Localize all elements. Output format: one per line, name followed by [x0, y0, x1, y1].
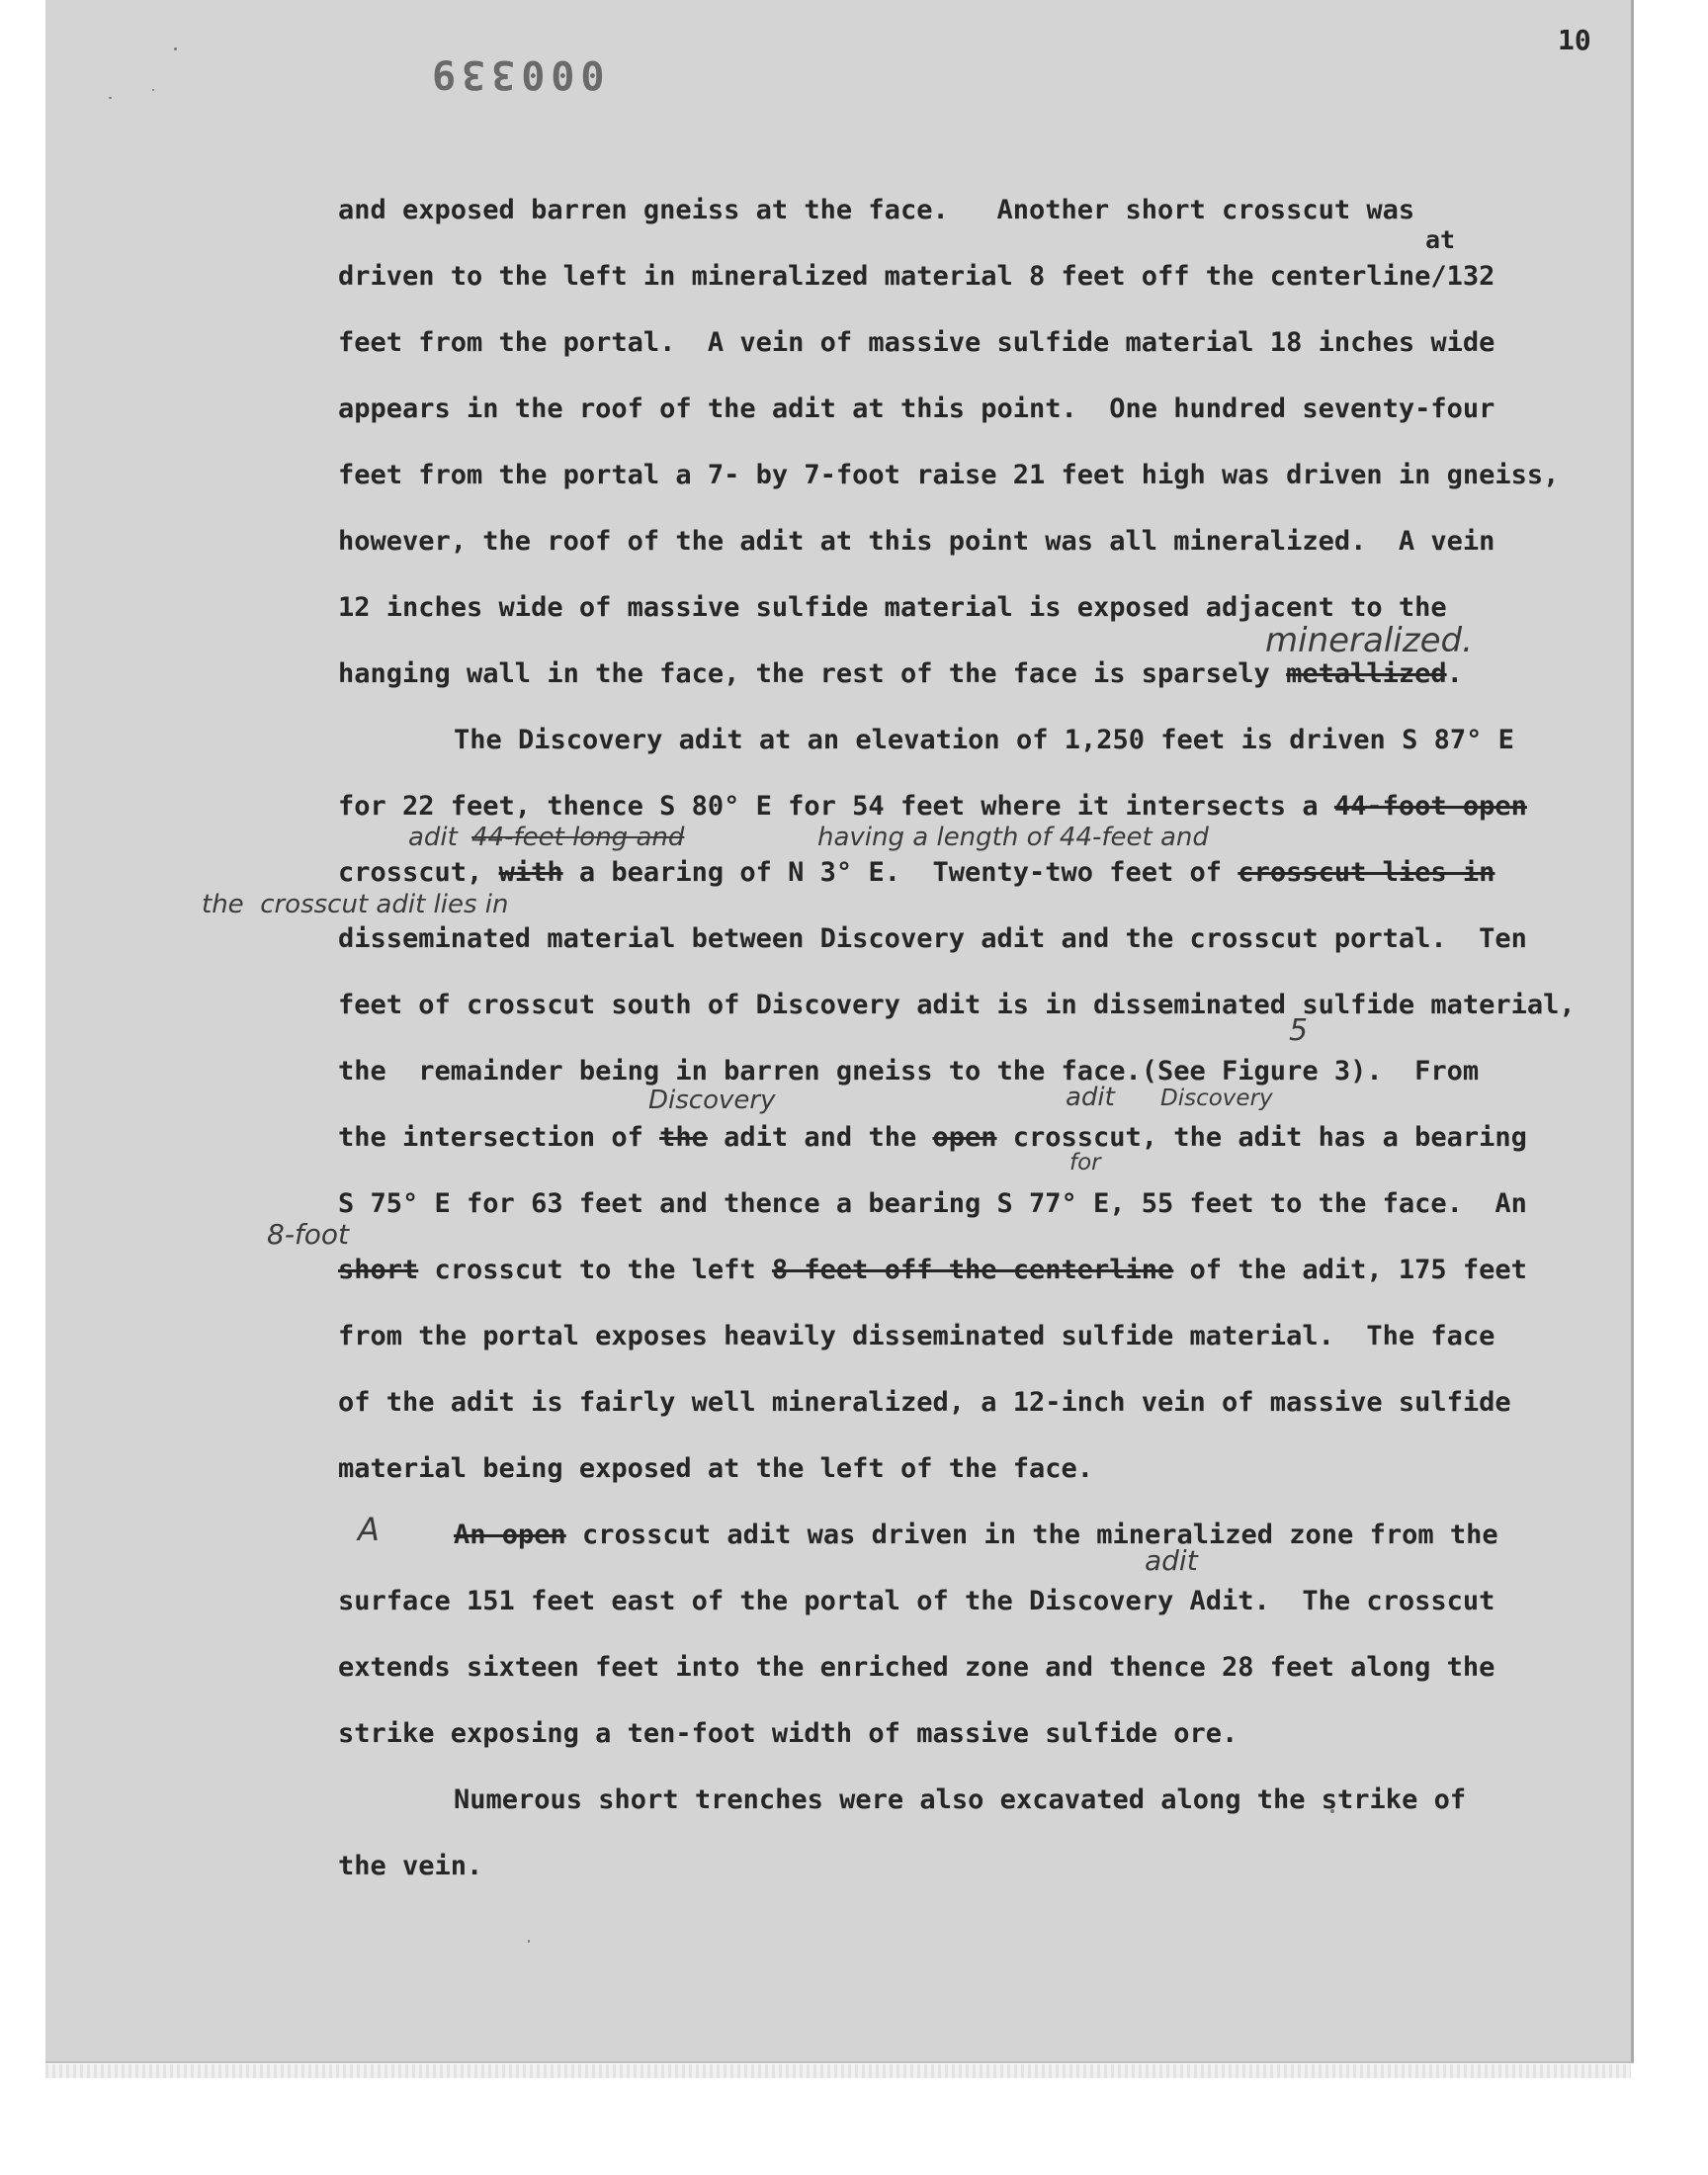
text-line: the intersection of the adit and the open crosscut, the adit has a bearing — [338, 1122, 1527, 1153]
text-line: appears in the roof of the adit at this point. One hundred seventy-four — [338, 393, 1495, 424]
struck-text: crosscut lies in — [1238, 857, 1495, 888]
text-line: The Discovery adit at an elevation of 1,250 feet is driven S 87° E — [454, 725, 1514, 755]
struck-text: 8 feet off the centerline — [771, 1255, 1174, 1285]
annotation-mineralized: mineralized. — [1265, 621, 1473, 660]
text-line: the remainder being in barren gneiss to the face.(See Figure 3). From — [338, 1056, 1480, 1087]
text-line: surface 151 feet east of the portal of the Discovery Adit. The crosscut — [338, 1586, 1495, 1616]
annotation-discovery: Discovery — [1160, 1086, 1273, 1111]
text-line: extends sixteen feet into the enriched zone and thence 28 feet along the — [338, 1652, 1495, 1683]
struck-text: the — [659, 1122, 708, 1153]
annotation-for: for — [1069, 1150, 1101, 1175]
struck-text: An open — [454, 1520, 566, 1550]
text-line: for 22 feet, thence S 80° E for 54 feet where it intersects a 44-foot open — [338, 791, 1527, 822]
document-page — [45, 0, 1634, 2063]
annotation-discovery: Discovery — [648, 1086, 776, 1115]
annotation-adit: adit — [1145, 1544, 1198, 1577]
text-line: and exposed barren gneiss at the face. Another short crosscut was — [338, 195, 1415, 225]
annotation-length: having a length of 44-feet and — [817, 823, 1209, 852]
annotation-figure-number: 5 — [1289, 1013, 1309, 1048]
struck-text: with — [498, 857, 563, 888]
annotation-struck: 44-feet long and — [471, 823, 685, 852]
text-line: of the adit is fairly well mineralized, a 12-inch vein of massive sulfide — [338, 1387, 1511, 1418]
text-line: crosscut, with a bearing of N 3° E. Twenty-two feet of crosscut lies in — [338, 857, 1495, 888]
stamp-number: 000339 — [426, 51, 605, 97]
text-line: strike exposing a ten-foot width of massive sulfide ore. — [338, 1718, 1238, 1749]
annotation-adit: adit — [408, 823, 458, 852]
text-line: disseminated material between Discovery adit and the crosscut portal. Ten — [338, 923, 1527, 954]
text-line: material being exposed at the left of the face. — [338, 1453, 1094, 1484]
speck — [528, 1940, 530, 1943]
text-line: feet from the portal. A vein of massive sulfide material 18 inches wide — [338, 327, 1495, 358]
text-line: An open crosscut adit was driven in the mineralized zone from the — [454, 1520, 1498, 1550]
page-number: 10 — [1558, 24, 1591, 56]
text-line: feet of crosscut south of Discovery adit is in disseminated sulfide material, — [338, 990, 1576, 1020]
text-line: from the portal exposes heavily disseminated sulfide material. The face — [338, 1321, 1495, 1351]
text-line: however, the roof of the adit at this point was all mineralized. A vein — [338, 526, 1495, 557]
text-line: 12 inches wide of massive sulfide material is exposed adjacent to the — [338, 592, 1447, 623]
text-line: feet from the portal a 7- by 7-foot raise 21 feet high was driven in gneiss, — [338, 460, 1560, 490]
text-line: short crosscut to the left 8 feet off the centerline of the adit, 175 feet — [338, 1255, 1527, 1285]
text-line: driven to the left in mineralized material 8 feet off the centerline/132 — [338, 261, 1495, 292]
struck-text: open — [932, 1122, 997, 1153]
annotation-a: A — [358, 1511, 380, 1548]
speck — [152, 89, 154, 91]
speck — [174, 47, 177, 50]
text-line: Numerous short trenches were also excavated along the strike of — [454, 1784, 1467, 1815]
scan-edge — [45, 2064, 1631, 2078]
text-line: the vein. — [338, 1851, 483, 1881]
text-line: hanging wall in the face, the rest of the face is sparsely metallized. — [338, 658, 1463, 689]
speck — [109, 97, 112, 99]
struck-text: 44-foot open — [1333, 791, 1527, 822]
text-line: S 75° E for 63 feet and thence a bearing S 77° E, 55 feet to the face. An — [338, 1188, 1527, 1219]
annotation-crosscut-adit: the crosscut adit lies in — [202, 890, 509, 919]
struck-text: metallized — [1286, 658, 1447, 689]
annotation-eight-foot: 8-foot — [267, 1218, 350, 1251]
annotation-adit: adit — [1066, 1083, 1115, 1112]
annotation-at: at — [1425, 225, 1456, 254]
struck-text: short — [338, 1255, 419, 1285]
